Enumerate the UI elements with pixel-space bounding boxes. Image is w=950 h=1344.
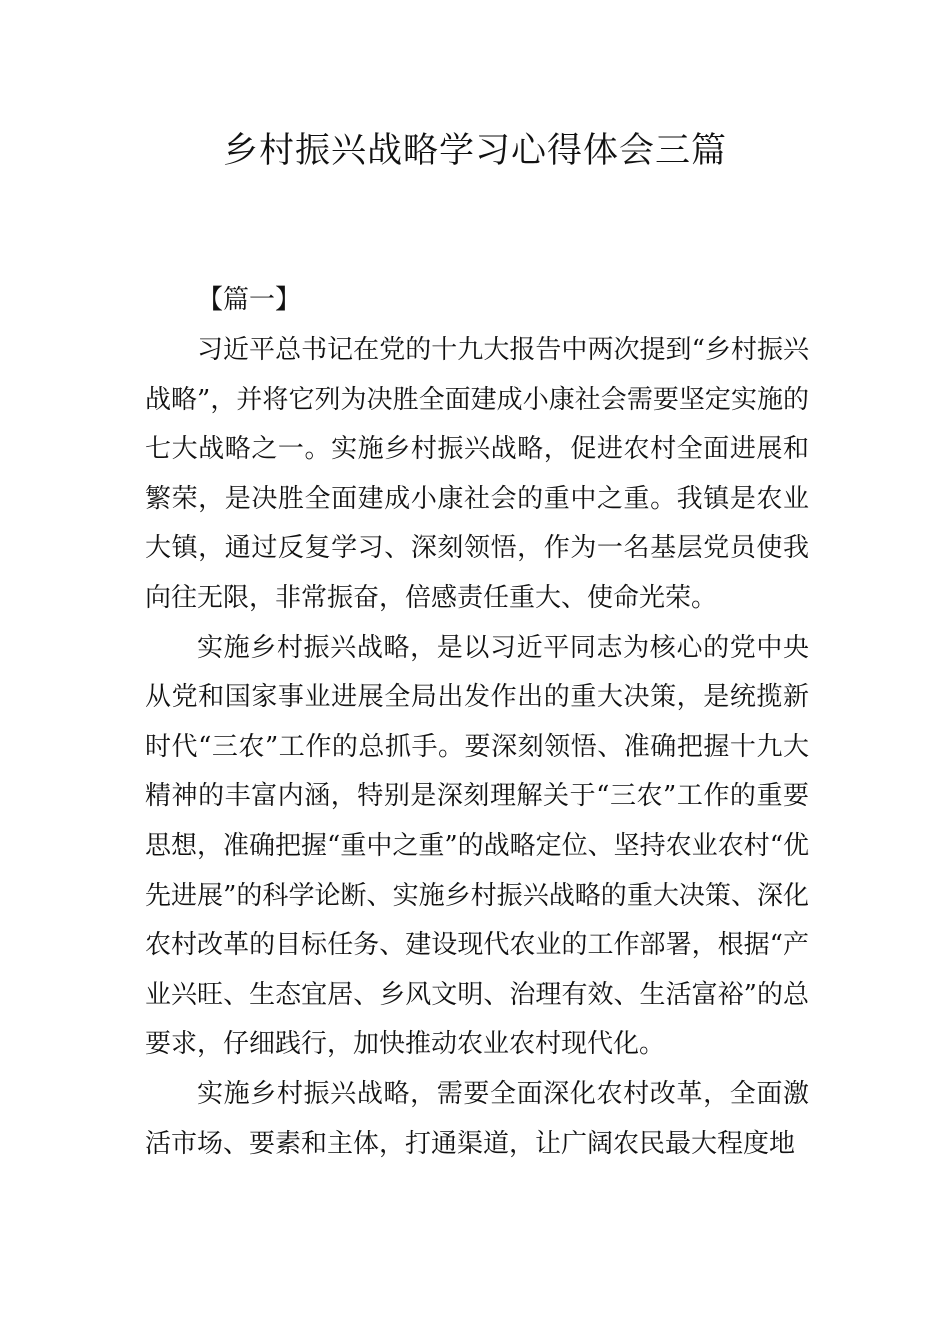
document-title: 乡村振兴战略学习心得体会三篇: [222, 131, 727, 171]
paragraph-3: 实施乡村振兴战略，需要全面深化农村改革，全面激活市场、要素和主体，打通渠道，让广阔农民最大程度地: [145, 1078, 809, 1159]
paragraph-1: 习近平总书记在党的十九大报告中两次提到“乡村振兴战略”，并将它列为决胜全面建成小康社会需要坚定实施的七大战略之一。实施乡村振兴战略，促进农村全面进展和繁荣，是决胜全面建成小康社会的重中之重。我镇是农业大镇，通过反复学习、深刻领悟，作为一名基层党员使我向往无限，非常振奋，倍感责任重大、使命光荣。: [145, 335, 809, 613]
paragraph-2: 实施乡村振兴战略，是以习近平同志为核心的党中央从党和国家事业进展全局出发作出的重大决策，是统揽新时代“三农”工作的总抓手。要深刻领悟、准确把握十九大精神的丰富内涵，特别是深刻理解关于“三农”工作的重要思想，准确把握“重中之重”的战略定位、坚持农业农村“优先进展”的科学论断、实施乡村振兴战略的重大决策、深化农村改革的目标任务、建设现代农业的工作部署，根据“产业兴旺、生态宜居、乡风文明、治理有效、生活富裕”的总要求，仔细践行，加快推动农业农村现代化。: [145, 632, 809, 1060]
section-heading: 【篇一】: [197, 285, 302, 315]
document-body: [145, 276, 809, 1169]
